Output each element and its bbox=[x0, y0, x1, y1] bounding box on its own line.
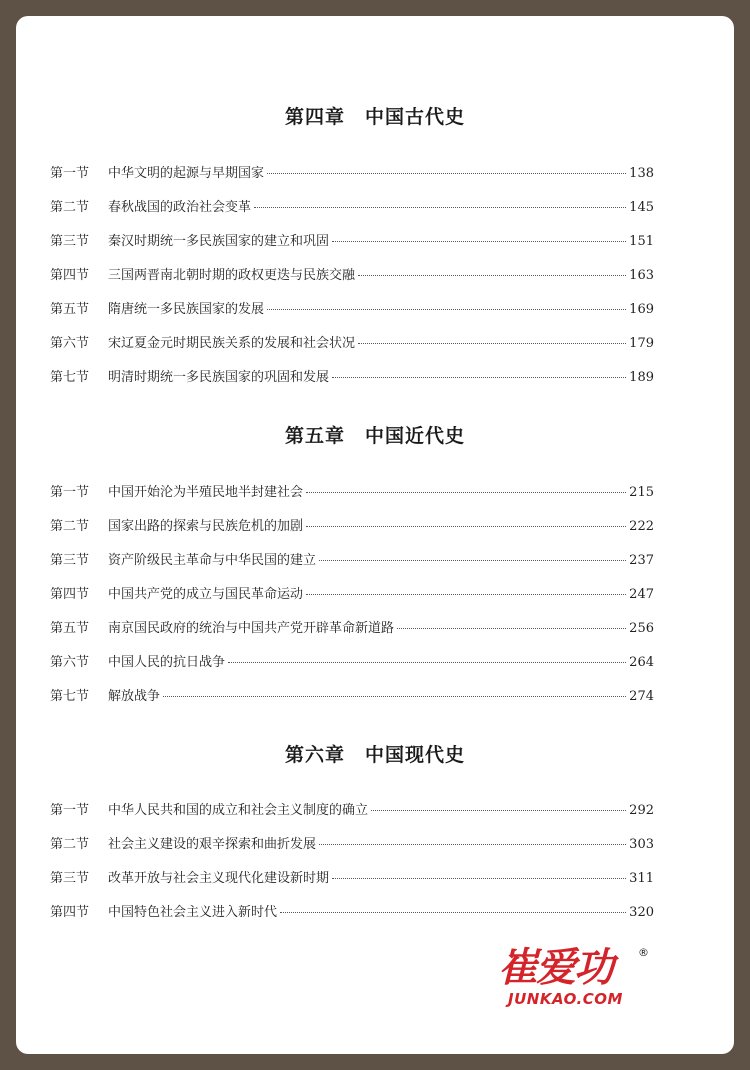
section-number: 第七节 bbox=[50, 689, 90, 704]
page-number: 179 bbox=[629, 336, 654, 351]
page-number: 292 bbox=[629, 803, 654, 818]
logo-domain: JUNKAO.COM bbox=[508, 990, 623, 1008]
section-title: 资产阶级民主革命与中华民国的建立 bbox=[108, 553, 317, 568]
registered-mark-icon: ® bbox=[638, 946, 649, 959]
section-number: 第三节 bbox=[50, 234, 90, 249]
section-title: 春秋战国的政治社会变革 bbox=[108, 200, 252, 215]
section-title: 中华人民共和国的成立和社会主义制度的确立 bbox=[108, 803, 369, 818]
section-number: 第三节 bbox=[50, 871, 90, 886]
toc-row[interactable] bbox=[50, 901, 654, 921]
document-page bbox=[16, 16, 734, 1054]
section-title: 社会主义建设的艰辛探索和曲折发展 bbox=[108, 837, 317, 852]
section-title: 三国两晋南北朝时期的政权更迭与民族交融 bbox=[108, 268, 356, 283]
toc-row[interactable] bbox=[50, 366, 654, 386]
section-number: 第一节 bbox=[50, 485, 90, 500]
toc-row[interactable] bbox=[50, 230, 654, 250]
toc-row[interactable] bbox=[50, 196, 654, 216]
section-number: 第三节 bbox=[50, 553, 90, 568]
chapter-title: 第六章 中国现代史 bbox=[284, 744, 465, 766]
toc-row[interactable] bbox=[50, 583, 654, 603]
section-title: 中国特色社会主义进入新时代 bbox=[108, 905, 278, 920]
section-title: 中国人民的抗日战争 bbox=[108, 655, 226, 670]
toc-row[interactable] bbox=[50, 332, 654, 352]
section-number: 第四节 bbox=[50, 268, 90, 283]
toc-row[interactable] bbox=[50, 651, 654, 671]
chapter-title: 第五章 中国近代史 bbox=[284, 425, 465, 447]
dot-leader bbox=[254, 207, 626, 208]
section-title: 中华文明的起源与早期国家 bbox=[108, 166, 265, 181]
page-number: 320 bbox=[629, 905, 654, 920]
section-title: 中国共产党的成立与国民革命运动 bbox=[108, 587, 304, 602]
dot-leader bbox=[319, 844, 626, 845]
page-number: 222 bbox=[629, 519, 654, 534]
section-title: 改革开放与社会主义现代化建设新时期 bbox=[108, 871, 330, 886]
toc-row[interactable] bbox=[50, 799, 654, 819]
toc-row[interactable] bbox=[50, 867, 654, 887]
dot-leader bbox=[332, 241, 626, 242]
page-number: 145 bbox=[629, 200, 654, 215]
section-number: 第五节 bbox=[50, 302, 90, 317]
page-number: 169 bbox=[629, 302, 654, 317]
section-number: 第一节 bbox=[50, 803, 90, 818]
dot-leader bbox=[163, 696, 626, 697]
section-title: 中国开始沦为半殖民地半封建社会 bbox=[108, 485, 304, 500]
page-number: 303 bbox=[629, 837, 654, 852]
junkao-logo bbox=[498, 946, 658, 1016]
page-number: 237 bbox=[629, 553, 654, 568]
section-number: 第四节 bbox=[50, 587, 90, 602]
page-number: 256 bbox=[629, 621, 654, 636]
dot-leader bbox=[332, 377, 626, 378]
page-number: 311 bbox=[629, 871, 654, 886]
section-title: 明清时期统一多民族国家的巩固和发展 bbox=[108, 370, 330, 385]
toc-row[interactable] bbox=[50, 833, 654, 853]
dot-leader bbox=[319, 560, 626, 561]
section-number: 第七节 bbox=[50, 370, 90, 385]
section-title: 隋唐统一多民族国家的发展 bbox=[108, 302, 265, 317]
section-number: 第四节 bbox=[50, 905, 90, 920]
section-title: 国家出路的探索与民族危机的加剧 bbox=[108, 519, 304, 534]
section-number: 第六节 bbox=[50, 655, 90, 670]
chapter-title: 第四章 中国古代史 bbox=[284, 106, 465, 128]
toc-row[interactable] bbox=[50, 162, 654, 182]
section-number: 第五节 bbox=[50, 621, 90, 636]
section-number: 第六节 bbox=[50, 336, 90, 351]
dot-leader bbox=[397, 628, 626, 629]
toc-row[interactable] bbox=[50, 481, 654, 501]
section-number: 第二节 bbox=[50, 200, 90, 215]
section-title: 南京国民政府的统治与中国共产党开辟革命新道路 bbox=[108, 621, 395, 636]
dot-leader bbox=[267, 173, 626, 174]
page-number: 215 bbox=[629, 485, 654, 500]
dot-leader bbox=[358, 343, 626, 344]
section-title: 秦汉时期统一多民族国家的建立和巩固 bbox=[108, 234, 330, 249]
page-number: 151 bbox=[629, 234, 654, 249]
toc-row[interactable] bbox=[50, 549, 654, 569]
page-number: 138 bbox=[629, 166, 654, 181]
toc-row[interactable] bbox=[50, 685, 654, 705]
page-number: 274 bbox=[629, 689, 654, 704]
dot-leader bbox=[332, 878, 626, 879]
toc-row[interactable] bbox=[50, 617, 654, 637]
section-number: 第二节 bbox=[50, 837, 90, 852]
dot-leader bbox=[306, 492, 626, 493]
page-number: 247 bbox=[629, 587, 654, 602]
dot-leader bbox=[306, 526, 626, 527]
page-number: 189 bbox=[629, 370, 654, 385]
toc-row[interactable] bbox=[50, 264, 654, 284]
dot-leader bbox=[228, 662, 626, 663]
logo-wordmark: 崔爱功 bbox=[498, 945, 612, 991]
dot-leader bbox=[306, 594, 626, 595]
section-title: 宋辽夏金元时期民族关系的发展和社会状况 bbox=[108, 336, 356, 351]
toc-row[interactable] bbox=[50, 515, 654, 535]
section-title: 解放战争 bbox=[108, 689, 161, 704]
dot-leader bbox=[280, 912, 626, 913]
dot-leader bbox=[358, 275, 626, 276]
dot-leader bbox=[267, 309, 626, 310]
dot-leader bbox=[371, 810, 626, 811]
toc-row[interactable] bbox=[50, 298, 654, 318]
page-number: 163 bbox=[629, 268, 654, 283]
page-number: 264 bbox=[629, 655, 654, 670]
section-number: 第二节 bbox=[50, 519, 90, 534]
section-number: 第一节 bbox=[50, 166, 90, 181]
